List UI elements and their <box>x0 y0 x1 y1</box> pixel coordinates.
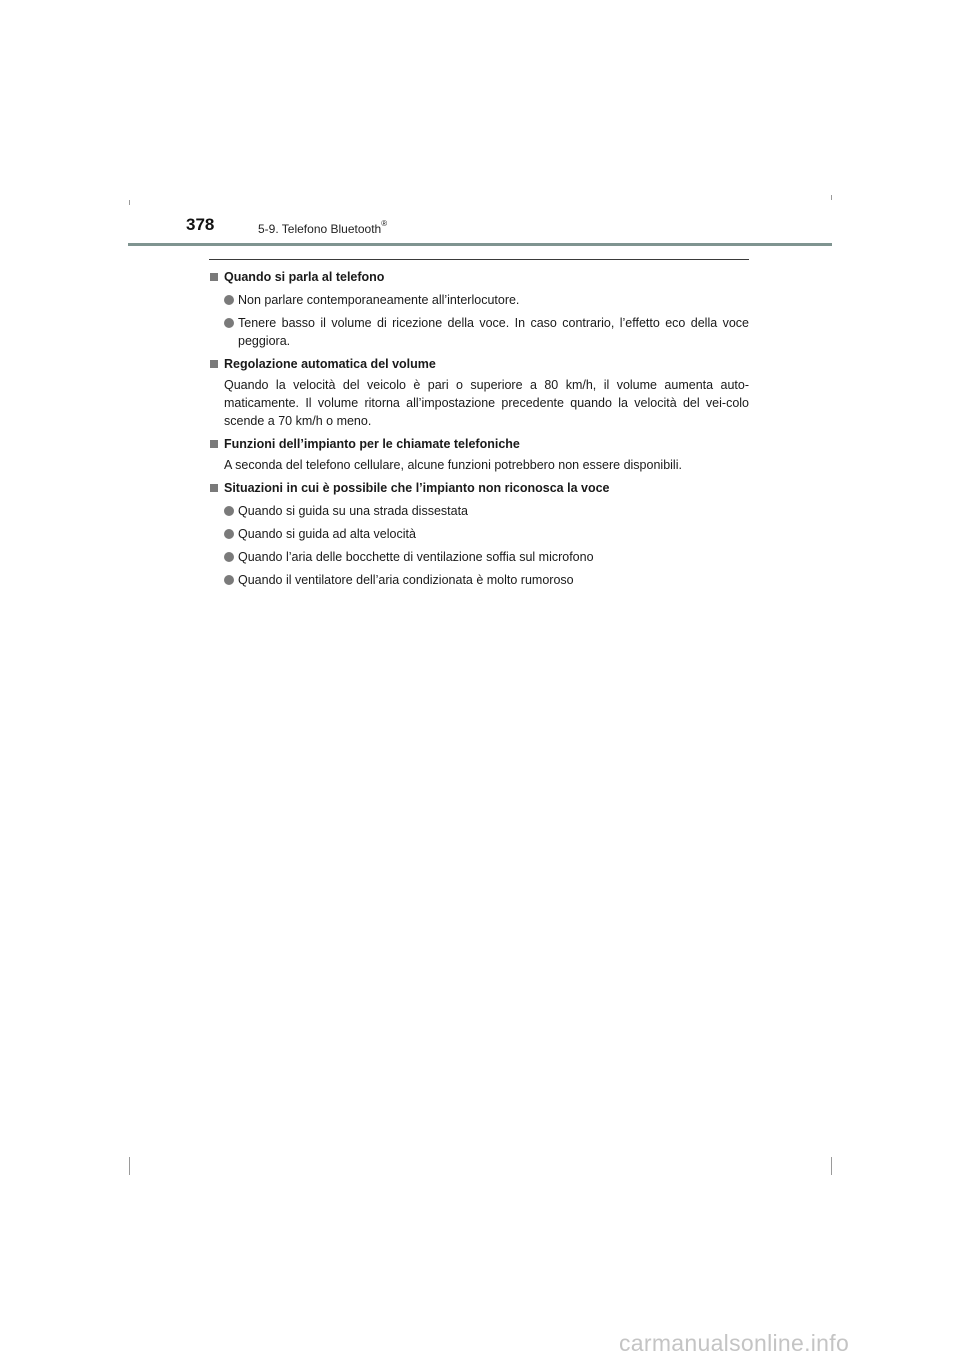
square-bullet-icon <box>210 484 218 492</box>
bullet-text: Quando il ventilatore dell’aria condizionata è molto rumoroso <box>238 573 574 587</box>
page-content <box>209 268 749 589</box>
chapter-title-text: 5-9. Telefono Bluetooth <box>258 222 382 236</box>
crop-mark-top-left <box>129 200 130 205</box>
crop-mark-bottom-left <box>129 1157 130 1175</box>
section-heading <box>209 479 749 497</box>
bullet-text: Quando si guida su una strada dissestata <box>238 504 469 518</box>
bullet-text: Quando l’aria delle bocchette di ventilazione soffia sul microfono <box>238 550 594 564</box>
bullet-text: Quando si guida ad alta velocità <box>238 527 416 541</box>
chapter-title <box>258 219 388 236</box>
section-paragraph: A seconda del telefono cellulare, alcune funzioni potrebbero non essere disponibili. <box>224 458 682 472</box>
round-bullet-icon <box>224 295 234 305</box>
square-bullet-icon <box>210 273 218 281</box>
section-paragraph: Quando la velocità del veicolo è pari o superiore a 80 km/h, il volume aumenta auto-maticamente. Il volume ritorna all’impostazione precedente quando la velocità del vei-colo scende a 70 km/h o meno. <box>224 378 749 428</box>
header-rule <box>128 243 832 246</box>
bullet-item <box>209 571 749 589</box>
square-bullet-icon <box>210 440 218 448</box>
round-bullet-icon <box>224 575 234 585</box>
crop-mark-bottom-right <box>831 1157 832 1175</box>
section-heading-text: Situazioni in cui è possibile che l’impianto non riconosca la voce <box>224 481 610 495</box>
section-heading <box>209 268 749 286</box>
round-bullet-icon <box>224 552 234 562</box>
registered-mark: ® <box>381 219 388 228</box>
section-heading-text: Funzioni dell’impianto per le chiamate telefoniche <box>224 437 520 451</box>
bullet-item <box>209 291 749 309</box>
round-bullet-icon <box>224 318 234 328</box>
section-rule <box>209 259 749 260</box>
bullet-item <box>209 502 749 520</box>
round-bullet-icon <box>224 506 234 516</box>
bullet-text: Non parlare contemporaneamente all’interlocutore. <box>238 293 520 307</box>
watermark: carmanualsonline.info <box>619 1330 850 1356</box>
bullet-item <box>209 314 749 350</box>
bullet-item <box>209 548 749 566</box>
section-heading <box>209 435 749 453</box>
crop-mark-top-right <box>831 195 832 200</box>
section-heading-text: Quando si parla al telefono <box>224 270 385 284</box>
section-heading <box>209 355 749 373</box>
bullet-item <box>209 525 749 543</box>
section-heading-text: Regolazione automatica del volume <box>224 357 436 371</box>
square-bullet-icon <box>210 360 218 368</box>
round-bullet-icon <box>224 529 234 539</box>
bullet-text: Tenere basso il volume di ricezione della voce. In caso contrario, l’effetto eco della voce peggiora. <box>238 316 749 348</box>
page-number: 378 <box>186 215 215 234</box>
